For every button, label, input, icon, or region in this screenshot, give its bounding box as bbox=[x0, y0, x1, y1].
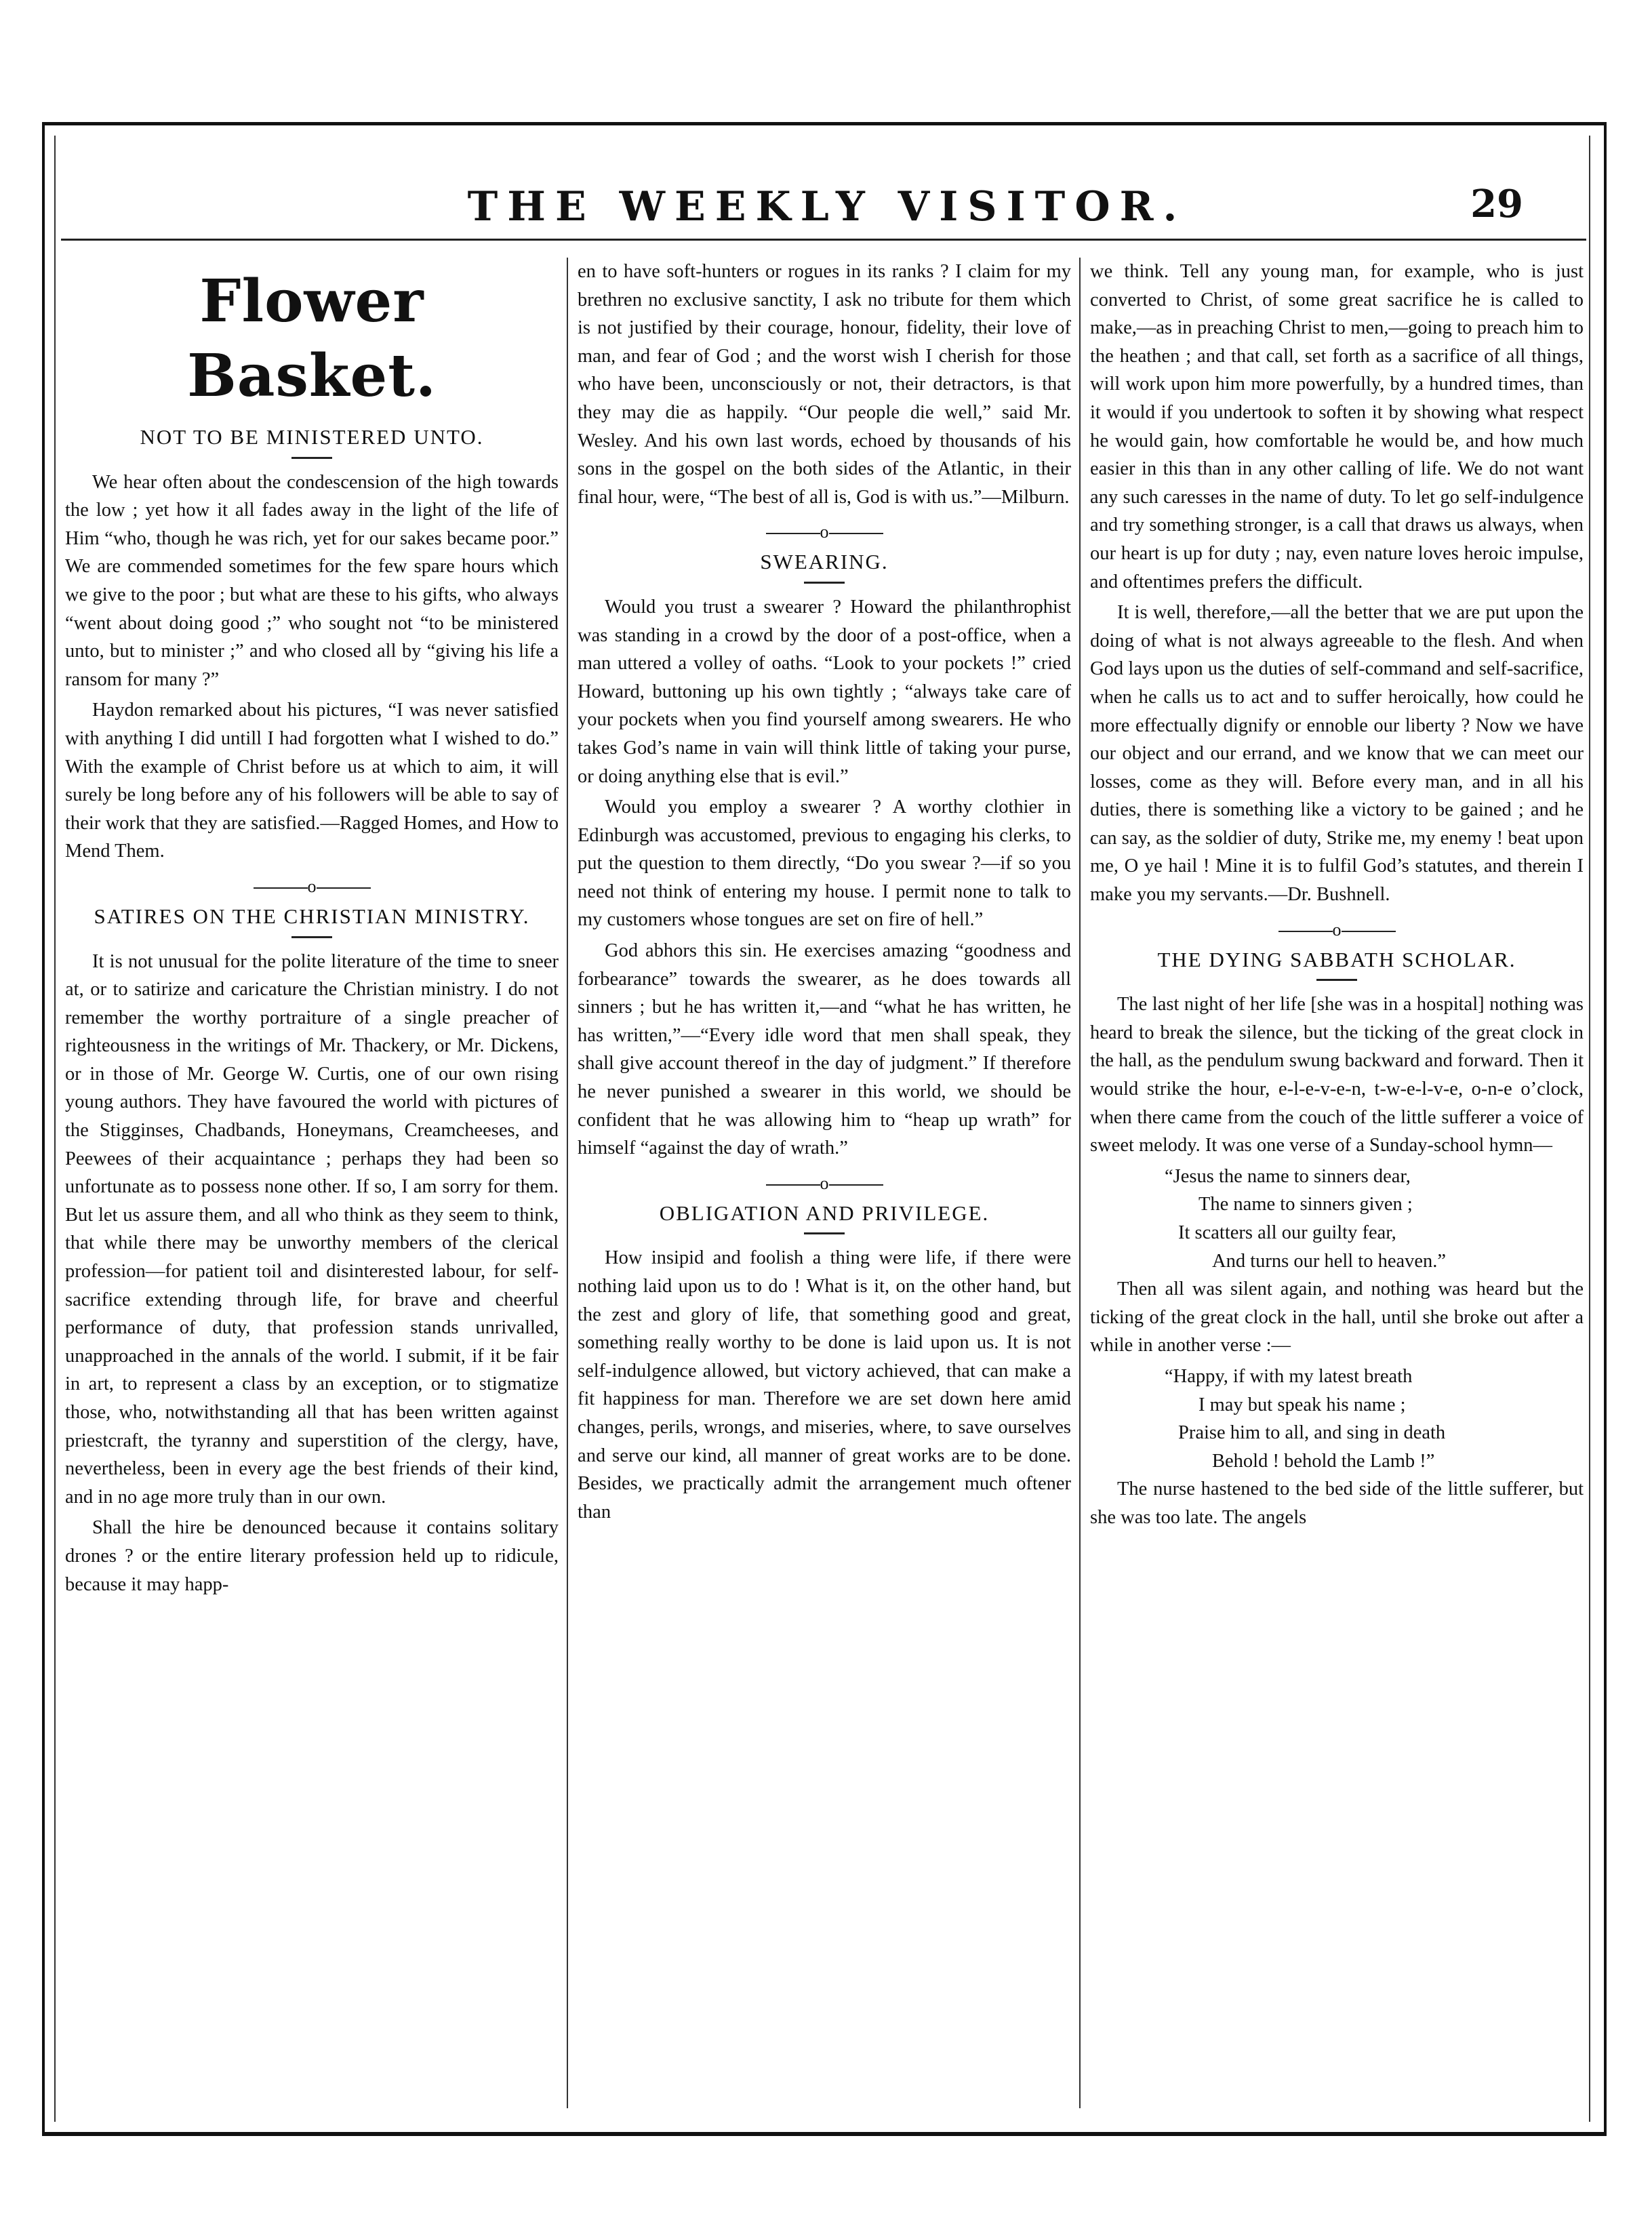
hymn-line: “Happy, if with my latest breath bbox=[1165, 1365, 1413, 1387]
section-divider: o bbox=[65, 878, 559, 895]
article-paragraph: How insipid and foolish a thing were life, if there were nothing laid upon us to do ! What is it, on the other hand, but the zest and glory of life, that something good and great, something really worthy to be done is laid upon us. It is not self-indulgence allowed, but victory achieved, that can make a fit happiness for man. Therefore we are set down here amid changes, perils, wrongs, and miseries, where, to save ourselves and serve our kind, all manner of great works are to be done. Besides, we practically admit the arrangement much oftener than bbox=[578, 1247, 1071, 1523]
article-paragraph: The last night of her life [she was in a hospital] nothing was heard to break the silence, but the ticking of the great clock in the hall, as the pendulum swung backward and forward. Then it would strike the hour, e-l-e-v-e-n, t-w-e-l-v-e, o-n-e o’clock, when there came from the couch of the little sufferer a voice of sweet melody. It was one verse of a Sunday-school hymn— bbox=[1090, 994, 1584, 1156]
article-paragraph: It is well, therefore,—all the better that we are put upon the doing of what is not always agreeable to the flesh. And when God lays upon us the duties of self-command and self-sacrifice, when he calls us to act and to suffer heroically, how could he more effectually dignify or ennoble our liberty ? Now we have our object and our errand, and we know that we can meet our losses, come as they will. Before every man, and in all his duties, there is something like a victory to be gained ; and he can say, as the soldier of duty, Strike me, my enemy ! beat upon me, O ye hail ! Mine it is to fulfil God’s statutes, and therein I make you my servants.—Dr. Bushnell. bbox=[1090, 602, 1584, 906]
section-divider: o bbox=[578, 1175, 1071, 1192]
column-2 bbox=[578, 258, 1071, 2108]
hymn-line: “Jesus the name to sinners dear, bbox=[1165, 1165, 1411, 1187]
title-dash bbox=[804, 582, 845, 584]
title-dash bbox=[804, 1232, 845, 1234]
article-title: OBLIGATION AND PRIVILEGE. bbox=[659, 1201, 990, 1225]
masthead-title: THE WEEKLY VISITOR. bbox=[467, 183, 1187, 230]
hymn-line: The name to sinners given ; bbox=[1198, 1194, 1413, 1215]
hymn-line: Praise him to all, and sing in death bbox=[1178, 1422, 1446, 1444]
column-rule-2 bbox=[1079, 258, 1081, 2108]
page-number: 29 bbox=[1470, 182, 1523, 226]
article-paragraph: we think. Tell any young man, for example, who is just converted to Christ, of some great sacrifice he is called to make,—as in preaching Christ to men,—going to preach him to the heathen ; and that call, set forth as a sacrifice of all things, will work upon him more powerfully, by a hundred times, than it would if you undertook to soften it by showing what respect he would gain, how comfortable he would be, and how much easier in this than in any other calling of life. We do not want any such caresses in the name of duty. To let go self-indulgence and try something stronger, is a call that draws us always, when our heart is up for duty ; nay, even nature loves heroic impulse, and oftentimes prefers the difficult. bbox=[1090, 261, 1584, 592]
article-title: SWEARING. bbox=[760, 550, 889, 574]
article-paragraph: en to have soft-hunters or rogues in its ranks ? I claim for my brethren no exclusive sanctity, I ask no tribute for them which is not justified by their courage, honour, fidelity, their love of man, and fear of God ; and the worst wish I cherish for those who have been, unconsciously or not, their detractors, is that they may die as happily. “Our people die well,” said Mr. Wesley. And his own last words, echoed by thousands of his sons in the gospel on the both sides of the Atlantic, in their final hour, were, “The best of all is, God is with us.”—Milburn. bbox=[578, 261, 1071, 508]
title-dash bbox=[291, 936, 332, 938]
column-1 bbox=[65, 258, 559, 2108]
column-3 bbox=[1090, 258, 1584, 2108]
article-paragraph: It is not unusual for the polite literature of the time to sneer at, or to satirize and caricature the Christian ministry. I do not remember the worthy portraiture of a single preacher of righteousness in the writings of Mr. Thackery, or Mr. Dickens, or in those of Mr. George W. Curtis, one of our own rising young authors. They have favoured the world with pictures of the Stigginses, Chadbands, Honeymans, Creamcheeses, and Peewees of their acquaintance ; perhaps they had been so unfortunate as to possess none other. If so, I am sorry for them. But let us assure them, and all who think as they seem to think, that while there may be unworthy members of the clerical profession—for patient toil and disinterested labour, for self-sacrifice extending through life, for brave and cheerful performance of duty, that profession stands unrivalled, unapproached in the annals of the world. I submit, if it be fair in art, to represent a class by an exception, or to stigmatize those, who, notwithstanding all that has been written against priestcraft, the tyranny and superstition of the clergy, have, nevertheless, been in every age the best friends of their kind, and in no age more truly than in our own. bbox=[65, 950, 559, 1508]
article-paragraph: The nurse hastened to the bed side of the little sufferer, but she was too late. The angels bbox=[1090, 1478, 1584, 1528]
section-divider: o bbox=[578, 523, 1071, 541]
article-paragraph: We hear often about the condescension of the high towards the low ; yet how it all fades away in the light of the life of Him “who, though he was rich, yet for our sakes became poor.” We are commended sometimes for the few spare hours which we give to the poor ; but what are these to his gifts, who always “went about doing good ;” who sought not “to be ministered unto, but to minister ;” and who closed all by “giving his life a ransom for many ?” bbox=[65, 471, 559, 690]
header-rule bbox=[61, 239, 1586, 241]
article-paragraph: Would you trust a swearer ? Howard the philanthrophist was standing in a crowd by the door of a post-office, when a man uttered a volley of oaths. “Look to your pockets !” cried Howard, buttoning up his own tightly ; “always take care of your pockets when you find yourself among swearers. He who takes God’s name in vain will think little of taking your purse, or doing anything else that is evil.” bbox=[578, 596, 1071, 787]
hymn-line: It scatters all our guilty fear, bbox=[1178, 1222, 1396, 1243]
article-paragraph: God abhors this sin. He exercises amazing “goodness and forbearance” towards the swearer, as he does towards all sinners ; but he has written it,—and “what he has written, he has written,”—“Every idle word that men shall speak, they shall give account thereof in the day of judgment.” If therefore he never punished a swearer in this world, we should be confident that he was allowing him to “heap up wrath” for himself “against the day of wrath.” bbox=[578, 940, 1071, 1159]
section-divider: o bbox=[1090, 921, 1584, 939]
hymn-line: I may but speak his name ; bbox=[1198, 1394, 1406, 1415]
article-paragraph: Haydon remarked about his pictures, “I was never satisfied with anything I did untill I had forgotten what I wished to do.” With the example of Christ before us at which to aim, it will surely be long before any of his followers will be able to say of their work that they are satisfied.—Ragged Homes, and How to Mend Them. bbox=[65, 700, 559, 862]
title-dash bbox=[1316, 979, 1357, 981]
article-title: NOT TO BE MINISTERED UNTO. bbox=[140, 425, 484, 449]
title-dash bbox=[291, 457, 332, 459]
article-title: THE DYING SABBATH SCHOLAR. bbox=[1157, 947, 1516, 971]
hymn-line: Behold ! behold the Lamb !” bbox=[1212, 1450, 1435, 1472]
department-heading: Flower Basket. bbox=[187, 267, 437, 410]
article-paragraph: Shall the hire be denounced because it contains solitary drones ? or the entire literary profession held up to ridicule, because it may happ- bbox=[65, 1517, 559, 1595]
article-paragraph: Would you employ a swearer ? A worthy clothier in Edinburgh was accustomed, previous to engaging his clerks, to put the question to them directly, “Do you swear ?—if so you need not think of entering my house. I permit none to talk to my customers whose tongues are set on fire of hell.” bbox=[578, 797, 1071, 931]
column-rule-1 bbox=[567, 258, 568, 2108]
hymn-line: And turns our hell to heaven.” bbox=[1212, 1250, 1447, 1272]
article-paragraph: Then all was silent again, and nothing was heard but the ticking of the great clock in the hall, until she broke out after a while in another verse :— bbox=[1090, 1278, 1584, 1356]
article-title: SATIRES ON THE CHRISTIAN MINISTRY. bbox=[94, 904, 530, 928]
